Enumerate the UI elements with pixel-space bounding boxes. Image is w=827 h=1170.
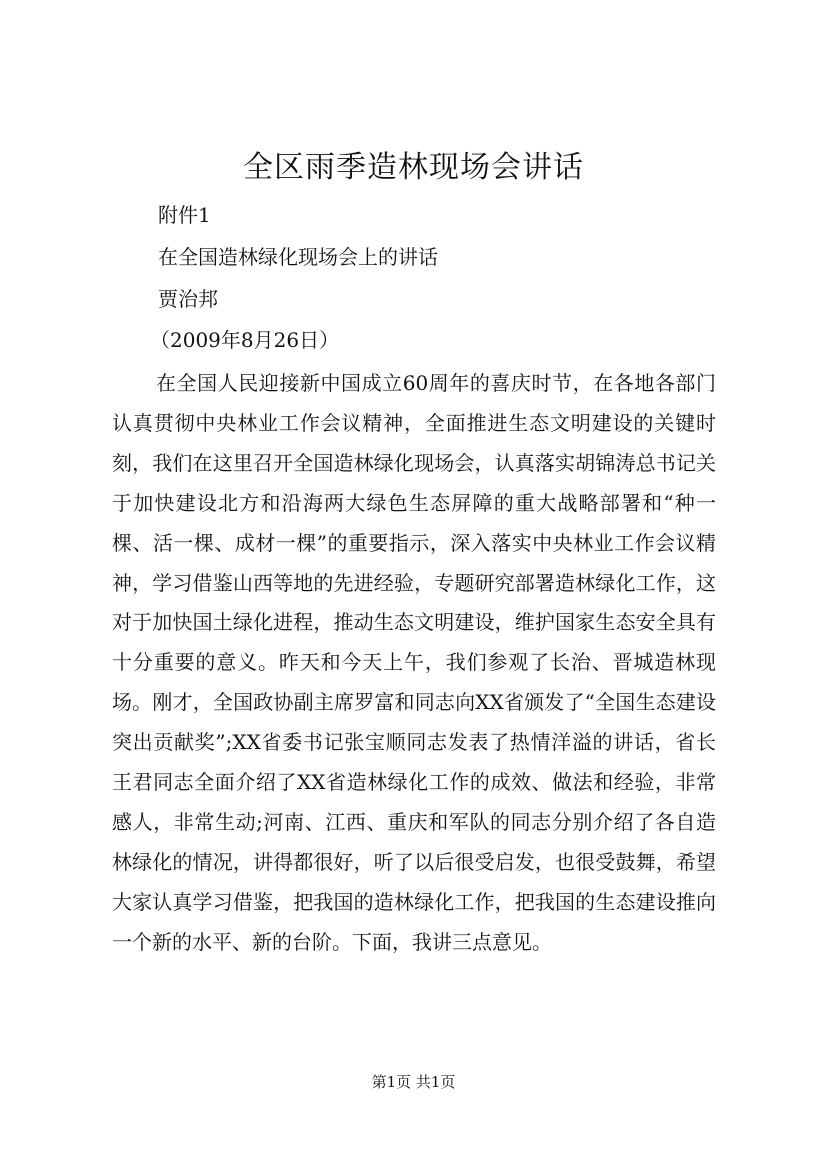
speaker-name: 贾治邦 xyxy=(158,287,218,311)
page-footer: 第1页 共1页 xyxy=(371,1073,456,1091)
attachment-label: 附件1 xyxy=(158,203,211,227)
document-title: 全区雨季造林现场会讲话 xyxy=(243,150,584,185)
body-paragraph: 在全国人民迎接新中国成立60周年的喜庆时节，在各地各部门认真贯彻中央林业工作会议精神，全面推进生态文明建设的关键时刻，我们在这里召开全国造林绿化现场会，认真落实胡锦涛总书记关于加快建设北方和沿海两大绿色生态屏障的重大战略部署和“种一棵、活一棵、成材一棵”的重要指示，深入落实中央林业工作会议精神，学习借鉴山西等地的先进经验，专题研究部署造林绿化工作，这对于加快国土绿化进程，推动生态文明建设，维护国家生态安全具有十分重要的意义。昨天和今天上午，我们参观了长治、晋城造林现场。刚才，全国政协副主席罗富和同志向XX省颁发了“全国生态建设突出贡献奖”;XX省委书记张宝顺同志发表了热情洋溢的讲话，省长王君同志全面介绍了XX省造林绿化工作的成效、做法和经验，非常感人，非常生动;河南、江西、重庆和军队的同志分别介绍了各自造林绿化的情况，讲得都很好，听了以后很受启发，也很受鼓舞，希望大家认真学习借鉴，把我国的造林绿化工作，把我国的生态建设推向一个新的水平、新的台阶。下面，我讲三点意见。 xyxy=(112,371,716,954)
speech-date: （2009年8月26日） xyxy=(150,328,340,352)
speech-title: 在全国造林绿化现场会上的讲话 xyxy=(158,245,438,269)
